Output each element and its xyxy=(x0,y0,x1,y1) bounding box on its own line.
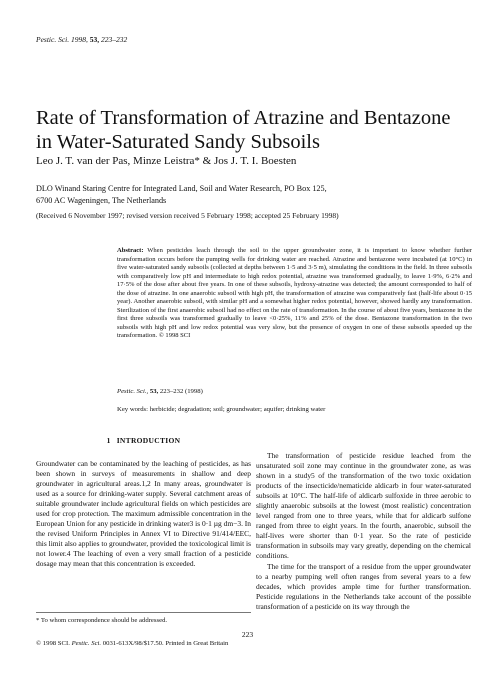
abstract-label: Abstract: xyxy=(117,247,144,254)
left-column xyxy=(36,459,251,570)
copyright-prefix: © 1998 SCI. xyxy=(36,640,70,647)
article-title: Rate of Transformation of Atrazine and Bentazone in Water-Saturated Sandy Subsoils xyxy=(36,107,451,153)
footnote-divider xyxy=(36,612,251,613)
journal-pages: 223–232 xyxy=(101,35,128,44)
section-title: INTRODUCTION xyxy=(116,436,181,445)
copyright-rest: 0031-613X/98/$17.50. Printed in Great Britain xyxy=(102,640,229,647)
section-heading xyxy=(36,436,251,445)
journal-volume: 53, xyxy=(89,35,100,44)
running-header xyxy=(36,35,127,44)
intro-paragraph-1: Groundwater can be contaminated by the leaching of pesticides, as has been shown in surveys of measurements in shallow and deep groundwater in agricultural areas.1,2 In many areas, groundwater is used as a source for drinking-water supply. Several catchment areas of suitable groundwater include agricultural fields on which pesticides are used for crop protection. The maximum admissible concentration in the European Union for any pesticide in drinking water3 is 0·1 µg dm−3. In the revised Uniform Principles in Annex VI to Directive 91/414/EEC, this limit also applies to groundwater, provided the toxicological limit is not lower.4 The leaching of even a very small fraction of a pesticide dosage may mean that this concentration is exceeded. xyxy=(36,459,251,569)
abstract xyxy=(117,247,472,341)
journal-name: Pestic. Sci. xyxy=(36,35,70,44)
citation-line xyxy=(117,388,203,395)
intro-paragraph-3: The time for the transport of a residue from the upper groundwater to a nearby pumping well often ranges from several years to a few decades, which provides ample time for further transformation. Pesticide regulations in the Netherlands take account of the possible transformation of a pesticide on its way through the xyxy=(256,561,471,611)
copyright-journal: Pestic. Sci. xyxy=(71,640,102,647)
received-dates: (Received 6 November 1997; revised version received 5 February 1998; accepted 25 February 1998) xyxy=(36,211,339,220)
keywords: Key words: herbicide; degradation; soil; groundwater; aquifer; drinking water xyxy=(117,406,326,413)
citation-volume: 53, xyxy=(149,388,159,395)
citation-journal: Pestic. Sci., xyxy=(117,388,149,395)
author-list: Leo J. T. van der Pas, Minze Leistra* & Jos J. T. I. Boesten xyxy=(36,155,297,167)
journal-year: 1998, xyxy=(71,35,88,44)
affiliation-line-1: DLO Winand Staring Centre for Integrated Land, Soil and Water Research, PO Box 125, xyxy=(36,184,327,193)
copyright-line xyxy=(36,640,228,647)
page-number: 223 xyxy=(241,630,254,639)
right-column xyxy=(256,451,471,612)
affiliation xyxy=(36,183,476,206)
intro-paragraph-2: The transformation of pesticide residue leached from the unsaturated soil zone may continue in the groundwater zone, as was shown in a study5 of the transformation of the two toxic oxidation products of the insecticide/nematicide aldicarb in four water-saturated subsoils at 10°C. The half-life of aldicarb sulfoxide in three aerobic to slightly anaerobic subsoils at the lowest (most realistic) concentration level ranged from one to three years, while that for aldicarb sulfone ranged from three to eight years. In the fourth, anaerobic, subsoil the half-lives were shorter than 0·1 year. So the rate of pesticide transformation in subsoils may vary greatly, depending on the chemical conditions. xyxy=(256,451,471,561)
footnote: * To whom correspondence should be addressed. xyxy=(36,617,168,624)
section-number: 1 xyxy=(106,436,111,445)
affiliation-line-2: 6700 AC Wageningen, The Netherlands xyxy=(36,195,167,205)
citation-pages: 223–232 (1998) xyxy=(159,388,203,395)
abstract-text: When pesticides leach through the soil to the upper groundwater zone, it is important to know whether further transformation occurs before the pumping wells for drinking water are reached. Atrazine and bentazone were incubated (at 10°C) in five water-saturated sandy subsoils (collected at depths between 1·5 and 3·5 m), simulating the conditions in the field. In three subsoils with comparatively low pH and intermediate to high redox potential, atrazine was transformed gradually, to leave 1·9%, 6·2% and 17·5% of the dose after about five years. In one of these subsoils, hydroxy-atrazine was detected; the amount corresponded to half of the dose of atrazine. In one anaerobic subsoil with high pH, the transformation of atrazine was comparatively fast (half-life about 0·15 year). Another anaerobic subsoil, with similar pH and a somewhat higher redox potential, however, showed hardly any transformation. Sterilization of the first anaerobic subsoil had no effect on the rate of transformation. In the course of about five years, bentazone in the first three subsoils was transformed gradually to leave <0·25%, 11% and 25% of the dose. Bentazone transformation in the two subsoils with high pH and low redox potential was very slow, but the presence of oxygen in one of these subsoils speeded up the transformation. © 1998 SCI xyxy=(117,247,472,339)
